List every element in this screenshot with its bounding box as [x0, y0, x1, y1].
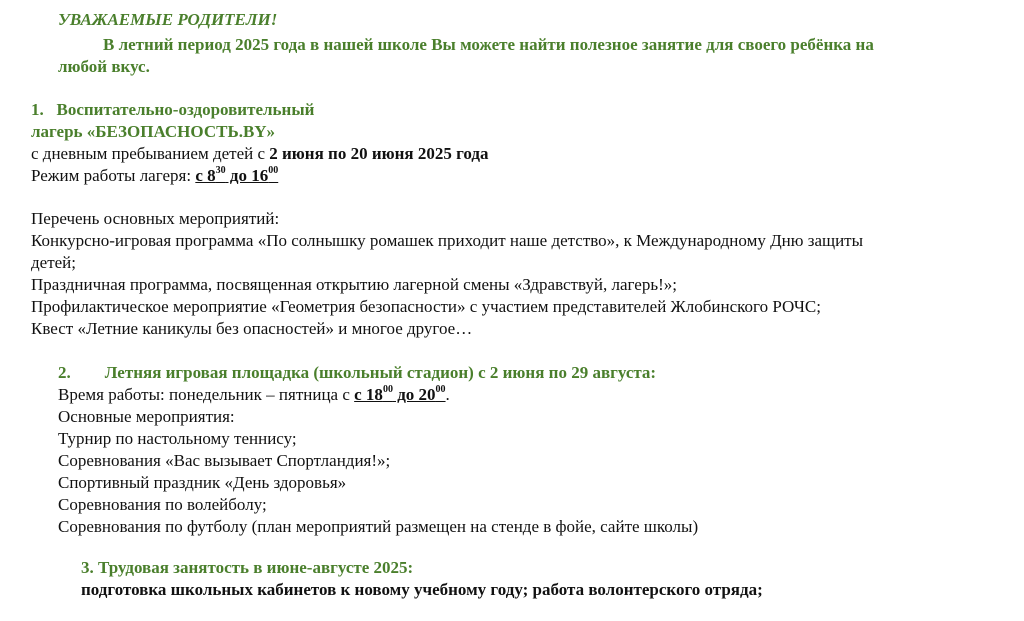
section2-hours-prefix: Время работы: понедельник – пятница с — [58, 385, 355, 404]
section1-number: 1. — [31, 100, 44, 119]
list-item: Соревнования «Вас вызывает Спортландия!»; — [58, 451, 391, 470]
list-item: детей; — [31, 253, 76, 272]
section1-title-line1 — [31, 99, 314, 121]
section1-hours-prefix: Режим работы лагеря: — [31, 166, 196, 185]
intro-text-line2: любой вкус. — [58, 57, 150, 76]
list-item: Конкурсно-игровая программа «По солнышку ромашек приходит наше детство», к Международному Дню защиты — [31, 231, 864, 250]
section1-hours-from-min: 30 — [215, 165, 226, 177]
section1-hours-to: до 16 — [225, 166, 269, 185]
list-item: Профилактическое мероприятие «Геометрия безопасности» с участием представителей Жлобинского РОЧС; — [31, 297, 821, 316]
section1-stay-prefix: с дневным пребыванием детей с — [31, 144, 270, 163]
section2-hours-to: до 20 — [392, 385, 436, 404]
section3-title: 3. Трудовая занятость в июне-августе 2025: — [81, 558, 414, 577]
section2-events-heading: Основные мероприятия: — [58, 407, 235, 426]
list-item: Турнир по настольному теннису; — [58, 429, 297, 448]
section2-hours-suffix: . — [445, 385, 450, 404]
section1-stay-line — [31, 143, 489, 165]
greeting-heading: УВАЖАЕМЫЕ РОДИТЕЛИ! — [58, 10, 278, 29]
section2-hours-from-min: 00 — [382, 384, 393, 396]
section1-title-text: Воспитательно-оздоровительный — [56, 100, 315, 119]
section2-hours-from: с 18 — [354, 385, 383, 404]
intro-text-line1: В летний период 2025 года в нашей школе Вы можете найти полезное занятие для своего ребёнка на — [103, 35, 874, 54]
section1-hours-to-min: 00 — [268, 165, 279, 177]
list-item: Соревнования по футболу (план мероприятий размещен на стенде в фойе, сайте школы) — [58, 517, 699, 536]
list-item: Соревнования по волейболу; — [58, 495, 267, 514]
section1-hours-value — [195, 166, 278, 185]
list-item: Спортивный праздник «День здоровья» — [58, 473, 347, 492]
section2-number: 2. — [58, 363, 71, 382]
section2-hours-to-min: 00 — [435, 384, 446, 396]
section2-title-text: Летняя игровая площадка (школьный стадион) с 2 июня по 29 августа: — [104, 363, 657, 382]
section3-description: подготовка школьных кабинетов к новому учебному году; работа волонтерского отряда; — [81, 580, 763, 599]
section2-hours-line — [58, 384, 450, 406]
list-item: Квест «Летние каникулы без опасностей» и многое другое… — [31, 319, 473, 338]
list-item: Праздничная программа, посвященная открытию лагерной смены «Здравствуй, лагерь!»; — [31, 275, 677, 294]
section2-title-line — [58, 362, 656, 384]
section1-stay-dates: 2 июня по 20 июня 2025 года — [269, 144, 489, 163]
section1-title-line2: лагерь «БЕЗОПАСНОСТЬ.BY» — [31, 122, 276, 141]
section1-hours-from: с 8 — [195, 166, 216, 185]
section2-hours-value — [354, 385, 445, 404]
section1-hours-line — [31, 165, 278, 187]
section1-events-heading: Перечень основных мероприятий: — [31, 209, 280, 228]
